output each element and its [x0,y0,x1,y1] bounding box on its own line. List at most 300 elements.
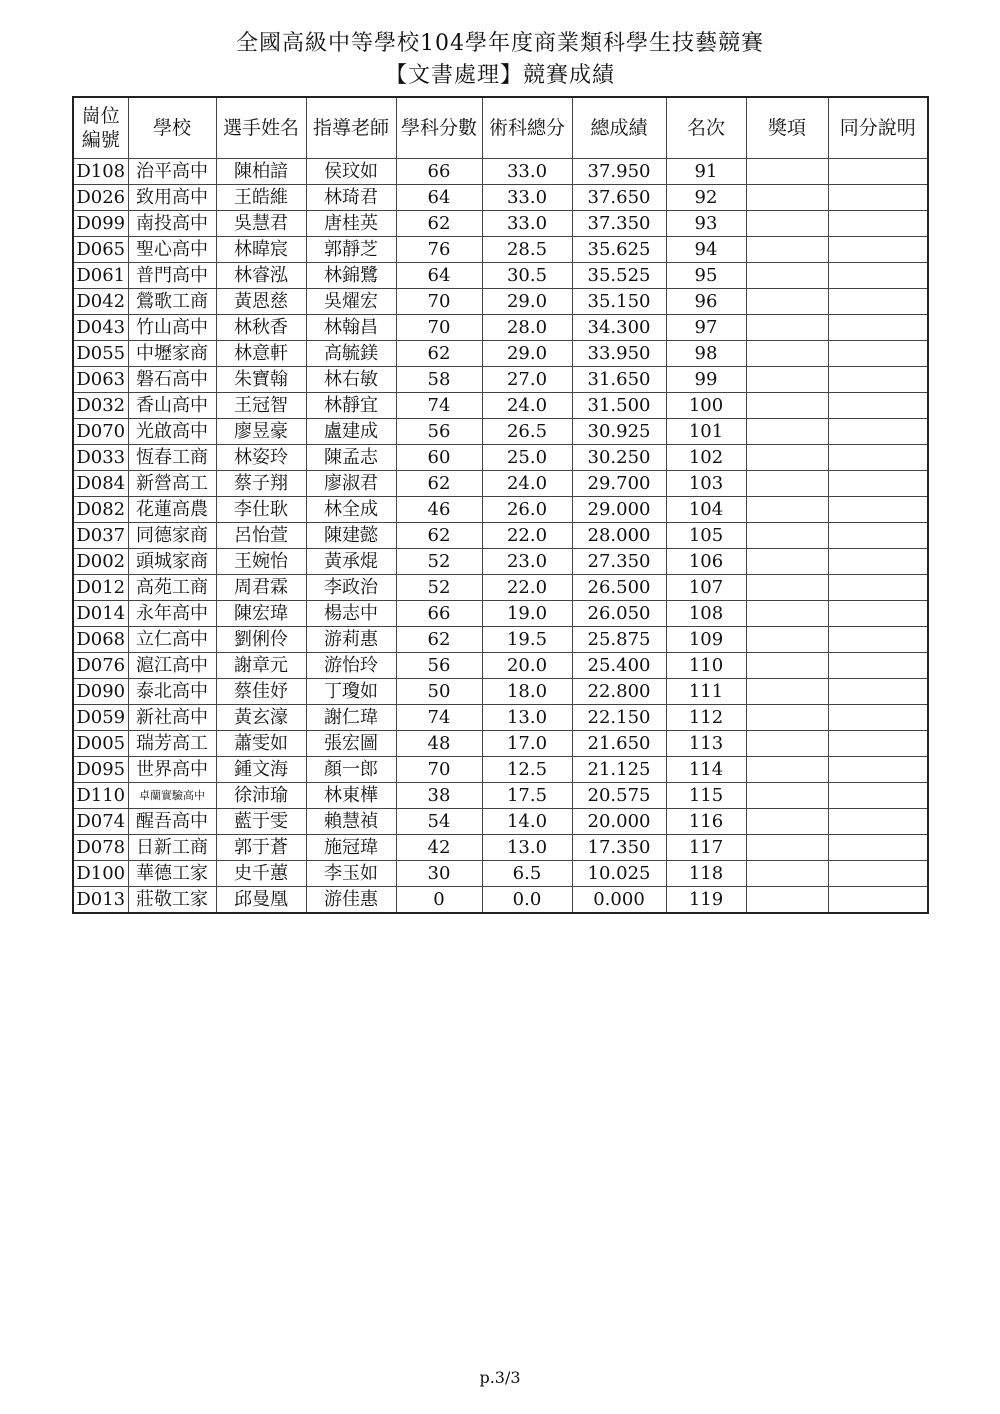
cell-seat: D090 [73,679,128,705]
table-row [73,185,928,211]
table-row [73,341,928,367]
cell-rank: 118 [666,861,746,887]
cell-school: 恆春工商 [128,445,216,471]
cell-player: 林秋香 [216,315,306,341]
cell-rank: 114 [666,757,746,783]
cell-school: 致用高中 [128,185,216,211]
cell-player: 周君霖 [216,575,306,601]
cell-tie-note [828,887,928,914]
cell-school: 新營高工 [128,471,216,497]
table-row [73,419,928,445]
cell-rank: 98 [666,341,746,367]
results-table [72,96,929,914]
cell-tie-note [828,549,928,575]
cell-teacher: 謝仁瑋 [306,705,396,731]
cell-tie-note [828,523,928,549]
cell-teacher: 林琦君 [306,185,396,211]
cell-skill: 33.0 [482,159,572,185]
cell-tie-note [828,575,928,601]
cell-tie-note [828,289,928,315]
cell-tie-note [828,627,928,653]
cell-academic: 74 [396,705,482,731]
cell-rank: 96 [666,289,746,315]
cell-award [746,159,828,185]
cell-rank: 97 [666,315,746,341]
header-tie-note: 同分說明 [828,97,928,159]
cell-school: 高苑工商 [128,575,216,601]
cell-seat: D074 [73,809,128,835]
cell-total: 22.800 [572,679,666,705]
cell-rank: 92 [666,185,746,211]
table-row [73,211,928,237]
cell-rank: 110 [666,653,746,679]
cell-total: 27.350 [572,549,666,575]
cell-school: 南投高中 [128,211,216,237]
cell-rank: 99 [666,367,746,393]
cell-total: 26.050 [572,601,666,627]
cell-school: 中壢家商 [128,341,216,367]
header-rank: 名次 [666,97,746,159]
cell-academic: 52 [396,549,482,575]
cell-academic: 70 [396,289,482,315]
cell-award [746,497,828,523]
cell-academic: 46 [396,497,482,523]
cell-rank: 112 [666,705,746,731]
table-row [73,159,928,185]
table-row [73,367,928,393]
cell-total: 37.350 [572,211,666,237]
cell-total: 10.025 [572,861,666,887]
cell-skill: 25.0 [482,445,572,471]
cell-seat: D005 [73,731,128,757]
cell-skill: 19.0 [482,601,572,627]
cell-player: 鍾文海 [216,757,306,783]
cell-rank: 93 [666,211,746,237]
cell-player: 邱曼凰 [216,887,306,914]
cell-skill: 19.5 [482,627,572,653]
cell-award [746,445,828,471]
cell-tie-note [828,445,928,471]
cell-tie-note [828,861,928,887]
cell-rank: 111 [666,679,746,705]
cell-teacher: 李玉如 [306,861,396,887]
cell-skill: 26.5 [482,419,572,445]
cell-seat: D026 [73,185,128,211]
cell-seat: D002 [73,549,128,575]
cell-award [746,887,828,914]
cell-academic: 70 [396,315,482,341]
header-academic: 學科分數 [396,97,482,159]
cell-seat: D037 [73,523,128,549]
cell-player: 黃恩慈 [216,289,306,315]
cell-award [746,523,828,549]
cell-rank: 113 [666,731,746,757]
cell-academic: 56 [396,653,482,679]
cell-tie-note [828,237,928,263]
cell-tie-note [828,315,928,341]
cell-rank: 95 [666,263,746,289]
cell-player: 王婉怡 [216,549,306,575]
cell-award [746,601,828,627]
cell-teacher: 游莉惠 [306,627,396,653]
table-row [73,549,928,575]
cell-teacher: 黃承焜 [306,549,396,575]
cell-skill: 29.0 [482,341,572,367]
cell-tie-note [828,419,928,445]
cell-player: 藍于雯 [216,809,306,835]
cell-skill: 22.0 [482,575,572,601]
cell-seat: D032 [73,393,128,419]
cell-academic: 62 [396,523,482,549]
cell-skill: 18.0 [482,679,572,705]
cell-rank: 108 [666,601,746,627]
cell-award [746,341,828,367]
cell-school: 新社高中 [128,705,216,731]
cell-award [746,653,828,679]
table-row [73,861,928,887]
cell-teacher: 林東樺 [306,783,396,809]
cell-player: 蕭雯如 [216,731,306,757]
cell-academic: 42 [396,835,482,861]
cell-total: 20.000 [572,809,666,835]
cell-academic: 76 [396,237,482,263]
cell-rank: 109 [666,627,746,653]
cell-seat: D042 [73,289,128,315]
cell-skill: 26.0 [482,497,572,523]
cell-skill: 28.0 [482,315,572,341]
cell-seat: D063 [73,367,128,393]
cell-seat: D013 [73,887,128,914]
cell-teacher: 賴慧禎 [306,809,396,835]
table-row [73,731,928,757]
cell-tie-note [828,731,928,757]
cell-award [746,471,828,497]
cell-skill: 28.5 [482,237,572,263]
cell-academic: 64 [396,185,482,211]
cell-academic: 64 [396,263,482,289]
cell-rank: 106 [666,549,746,575]
cell-rank: 91 [666,159,746,185]
cell-teacher: 郭靜芝 [306,237,396,263]
header-seat-line2: 編號 [81,129,120,151]
cell-teacher: 林右敏 [306,367,396,393]
cell-skill: 24.0 [482,471,572,497]
cell-academic: 70 [396,757,482,783]
cell-tie-note [828,341,928,367]
cell-total: 33.950 [572,341,666,367]
cell-academic: 62 [396,471,482,497]
table-row [73,835,928,861]
cell-award [746,367,828,393]
cell-school: 滬江高中 [128,653,216,679]
cell-seat: D012 [73,575,128,601]
cell-tie-note [828,653,928,679]
cell-total: 21.650 [572,731,666,757]
cell-tie-note [828,679,928,705]
cell-award [746,705,828,731]
cell-award [746,575,828,601]
cell-total: 29.700 [572,471,666,497]
cell-skill: 20.0 [482,653,572,679]
cell-school: 泰北高中 [128,679,216,705]
header-seat-line1: 崗位 [81,105,120,127]
header-school: 學校 [128,97,216,159]
table-row [73,705,928,731]
cell-total: 21.125 [572,757,666,783]
cell-seat: D099 [73,211,128,237]
cell-academic: 60 [396,445,482,471]
cell-total: 31.650 [572,367,666,393]
cell-teacher: 高毓鎂 [306,341,396,367]
cell-teacher: 游怡玲 [306,653,396,679]
cell-player: 王皓維 [216,185,306,211]
cell-seat: D055 [73,341,128,367]
cell-player: 廖昱豪 [216,419,306,445]
table-row [73,809,928,835]
cell-academic: 74 [396,393,482,419]
cell-tie-note [828,835,928,861]
cell-school: 治平高中 [128,159,216,185]
cell-total: 0.000 [572,887,666,914]
cell-rank: 116 [666,809,746,835]
cell-seat: D078 [73,835,128,861]
cell-total: 28.000 [572,523,666,549]
cell-player: 謝章元 [216,653,306,679]
cell-tie-note [828,367,928,393]
cell-total: 22.150 [572,705,666,731]
table-row [73,601,928,627]
cell-player: 林姿玲 [216,445,306,471]
cell-award [746,679,828,705]
table-row [73,315,928,341]
cell-player: 李仕耿 [216,497,306,523]
cell-player: 蔡佳妤 [216,679,306,705]
table-row [73,471,928,497]
cell-rank: 117 [666,835,746,861]
cell-award [746,185,828,211]
cell-award [746,289,828,315]
cell-seat: D084 [73,471,128,497]
cell-academic: 50 [396,679,482,705]
cell-school: 光啟高中 [128,419,216,445]
cell-school: 香山高中 [128,393,216,419]
table-row [73,757,928,783]
cell-rank: 101 [666,419,746,445]
cell-teacher: 丁瓊如 [306,679,396,705]
cell-school: 世界高中 [128,757,216,783]
cell-teacher: 楊志中 [306,601,396,627]
cell-skill: 14.0 [482,809,572,835]
cell-player: 徐沛瑜 [216,783,306,809]
cell-academic: 62 [396,627,482,653]
cell-total: 26.500 [572,575,666,601]
cell-school: 普門高中 [128,263,216,289]
header-row [73,97,928,159]
table-row [73,497,928,523]
cell-teacher: 林靜宜 [306,393,396,419]
cell-skill: 0.0 [482,887,572,914]
cell-tie-note [828,471,928,497]
cell-academic: 48 [396,731,482,757]
cell-award [746,419,828,445]
table-row [73,653,928,679]
page-number: p.3/3 [479,1368,521,1387]
cell-teacher: 唐桂英 [306,211,396,237]
cell-seat: D043 [73,315,128,341]
cell-skill: 33.0 [482,211,572,237]
table-row [73,523,928,549]
cell-total: 29.000 [572,497,666,523]
cell-academic: 62 [396,341,482,367]
cell-teacher: 林錦鷺 [306,263,396,289]
cell-skill: 24.0 [482,393,572,419]
cell-tie-note [828,159,928,185]
cell-player: 陳宏瑋 [216,601,306,627]
cell-seat: D076 [73,653,128,679]
table-row [73,627,928,653]
cell-total: 20.575 [572,783,666,809]
cell-player: 蔡子翔 [216,471,306,497]
cell-teacher: 林翰昌 [306,315,396,341]
cell-player: 林睿泓 [216,263,306,289]
cell-player: 陳柏諳 [216,159,306,185]
cell-school: 同德家商 [128,523,216,549]
cell-total: 31.500 [572,393,666,419]
cell-teacher: 顏一郎 [306,757,396,783]
cell-total: 34.300 [572,315,666,341]
cell-player: 林暐宸 [216,237,306,263]
cell-total: 35.150 [572,289,666,315]
cell-player: 黃玄濠 [216,705,306,731]
table-row [73,237,928,263]
cell-academic: 30 [396,861,482,887]
cell-tie-note [828,263,928,289]
cell-total: 30.250 [572,445,666,471]
document-title: 全國高級中等學校104學年度商業類科學生技藝競賽 [236,31,764,56]
table-row [73,887,928,914]
cell-seat: D108 [73,159,128,185]
table-row [73,445,928,471]
cell-player: 吳慧君 [216,211,306,237]
cell-total: 37.650 [572,185,666,211]
cell-seat: D100 [73,861,128,887]
cell-total: 25.875 [572,627,666,653]
cell-player: 王冠智 [216,393,306,419]
cell-tie-note [828,809,928,835]
cell-school: 永年高中 [128,601,216,627]
cell-seat: D070 [73,419,128,445]
cell-tie-note [828,705,928,731]
cell-player: 呂怡萱 [216,523,306,549]
cell-school: 醒吾高中 [128,809,216,835]
table-row [73,679,928,705]
cell-rank: 94 [666,237,746,263]
cell-academic: 66 [396,601,482,627]
cell-school: 立仁高中 [128,627,216,653]
cell-seat: D033 [73,445,128,471]
cell-rank: 104 [666,497,746,523]
cell-seat: D061 [73,263,128,289]
table-row [73,263,928,289]
cell-skill: 6.5 [482,861,572,887]
header-teacher: 指導老師 [306,97,396,159]
cell-total: 37.950 [572,159,666,185]
cell-award [746,809,828,835]
cell-award [746,861,828,887]
cell-rank: 100 [666,393,746,419]
cell-total: 30.925 [572,419,666,445]
cell-skill: 23.0 [482,549,572,575]
cell-award [746,263,828,289]
cell-skill: 29.0 [482,289,572,315]
cell-skill: 27.0 [482,367,572,393]
cell-teacher: 陳孟志 [306,445,396,471]
cell-school: 頭城家商 [128,549,216,575]
cell-rank: 119 [666,887,746,914]
header-player: 選手姓名 [216,97,306,159]
cell-seat: D068 [73,627,128,653]
cell-skill: 17.0 [482,731,572,757]
cell-seat: D014 [73,601,128,627]
cell-teacher: 侯玟如 [306,159,396,185]
cell-skill: 22.0 [482,523,572,549]
cell-school: 聖心高中 [128,237,216,263]
cell-award [746,731,828,757]
cell-tie-note [828,497,928,523]
cell-award [746,315,828,341]
cell-total: 17.350 [572,835,666,861]
cell-school: 竹山高中 [128,315,216,341]
cell-player: 林意軒 [216,341,306,367]
cell-award [746,627,828,653]
cell-academic: 54 [396,809,482,835]
cell-skill: 13.0 [482,835,572,861]
cell-player: 朱寶翰 [216,367,306,393]
table-row [73,575,928,601]
cell-award [746,393,828,419]
document-subtitle: 【文書處理】競賽成績 [384,63,615,88]
header-skill: 術科總分 [482,97,572,159]
cell-skill: 12.5 [482,757,572,783]
cell-award [746,783,828,809]
cell-academic: 38 [396,783,482,809]
cell-tie-note [828,185,928,211]
cell-school: 華德工家 [128,861,216,887]
cell-tie-note [828,393,928,419]
cell-teacher: 陳建懿 [306,523,396,549]
cell-skill: 30.5 [482,263,572,289]
cell-academic: 0 [396,887,482,914]
cell-tie-note [828,211,928,237]
cell-academic: 56 [396,419,482,445]
cell-award [746,835,828,861]
cell-academic: 66 [396,159,482,185]
cell-academic: 58 [396,367,482,393]
cell-skill: 13.0 [482,705,572,731]
table-row [73,289,928,315]
cell-teacher: 張宏圖 [306,731,396,757]
cell-tie-note [828,601,928,627]
cell-teacher: 廖淑君 [306,471,396,497]
cell-skill: 33.0 [482,185,572,211]
cell-award [746,549,828,575]
cell-total: 25.400 [572,653,666,679]
cell-school: 瑞芳高工 [128,731,216,757]
cell-award [746,757,828,783]
header-seat [73,97,128,159]
cell-academic: 62 [396,211,482,237]
cell-player: 劉俐伶 [216,627,306,653]
